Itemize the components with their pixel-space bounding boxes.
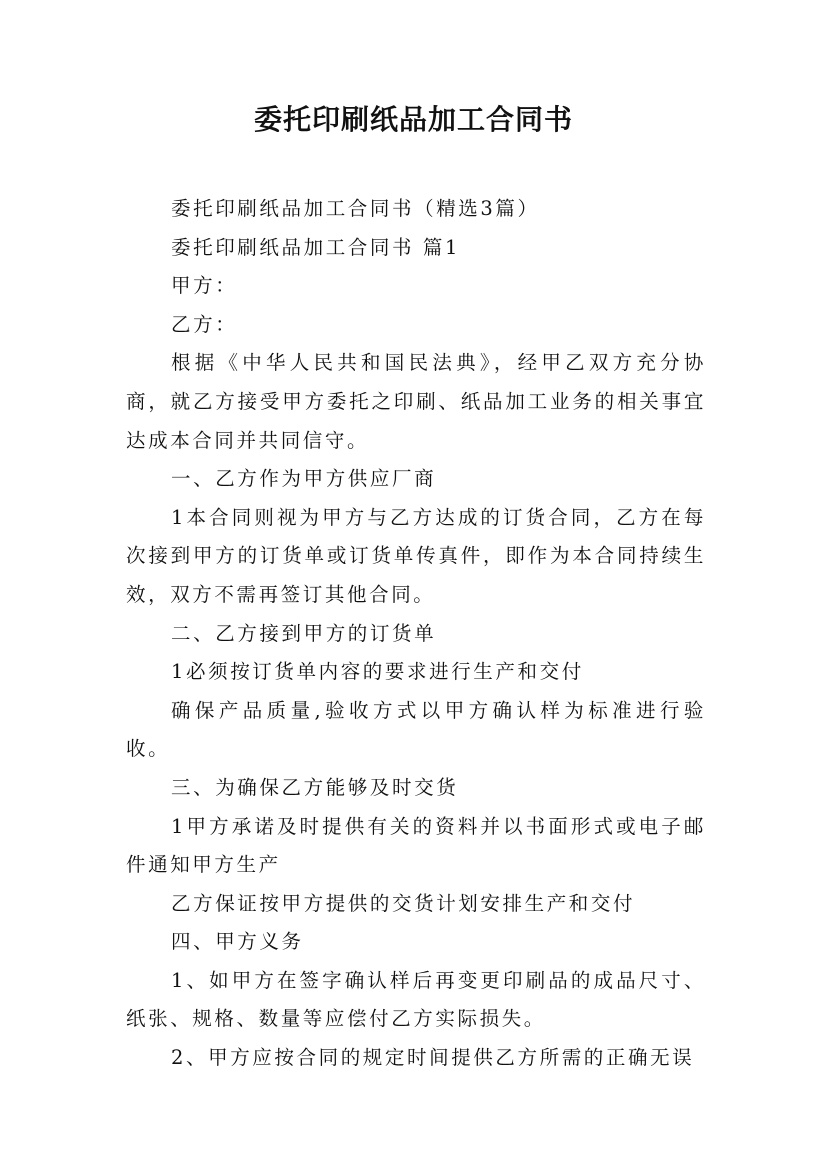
- paragraph-clause-2-item-2: 确保产品质量,验收方式以甲方确认样为标准进行验收。: [126, 698, 706, 761]
- paragraph-subtitle: 委托印刷纸品加工合同书（精选3篇）: [171, 197, 540, 220]
- paragraph-clause-2-heading: 二、乙方接到甲方的订货单: [171, 621, 437, 645]
- paragraph-preamble: 根据《中华人民共和国民法典》，经甲乙双方充分协商，就乙方接受甲方委托之印刷、纸品加工业务的相关事宜达成本合同并共同信守。: [126, 351, 706, 452]
- paragraph-section-heading: 委托印刷纸品加工合同书 篇1: [171, 235, 461, 259]
- paragraph-clause-1-heading: 一、乙方作为甲方供应厂商: [171, 467, 437, 491]
- paragraph-clause-3-item-1: 1甲方承诺及时提供有关的资料并以书面形式或电子邮件通知甲方生产: [126, 814, 706, 877]
- document-body: [126, 190, 706, 1078]
- paragraph-clause-1-item-1: 1本合同则视为甲方与乙方达成的订货合同，乙方在每次接到甲方的订货单或订货单传真件，即作为本合同持续生效，双方不需再签订其他合同。: [126, 505, 706, 606]
- paragraph-party-a: 甲方：: [171, 274, 238, 298]
- document-title: 委托印刷纸品加工合同书: [253, 103, 573, 136]
- paragraph-clause-4-item-1: 1、如甲方在签字确认样后再变更印刷品的成品尺寸、纸张、规格、数量等应偿付乙方实际损失。: [126, 968, 706, 1031]
- paragraph-clause-2-item-1: 1必须按订货单内容的要求进行生产和交付: [171, 660, 584, 684]
- paragraph-clause-4-heading: 四、甲方义务: [171, 930, 304, 954]
- paragraph-clause-3-heading: 三、为确保乙方能够及时交货: [171, 775, 459, 799]
- paragraph-clause-4-item-2: 2、甲方应按合同的规定时间提供乙方所需的正确无误: [171, 1046, 695, 1070]
- paragraph-party-b: 乙方：: [171, 312, 238, 336]
- paragraph-clause-3-item-2: 乙方保证按甲方提供的交货计划安排生产和交付: [171, 891, 636, 915]
